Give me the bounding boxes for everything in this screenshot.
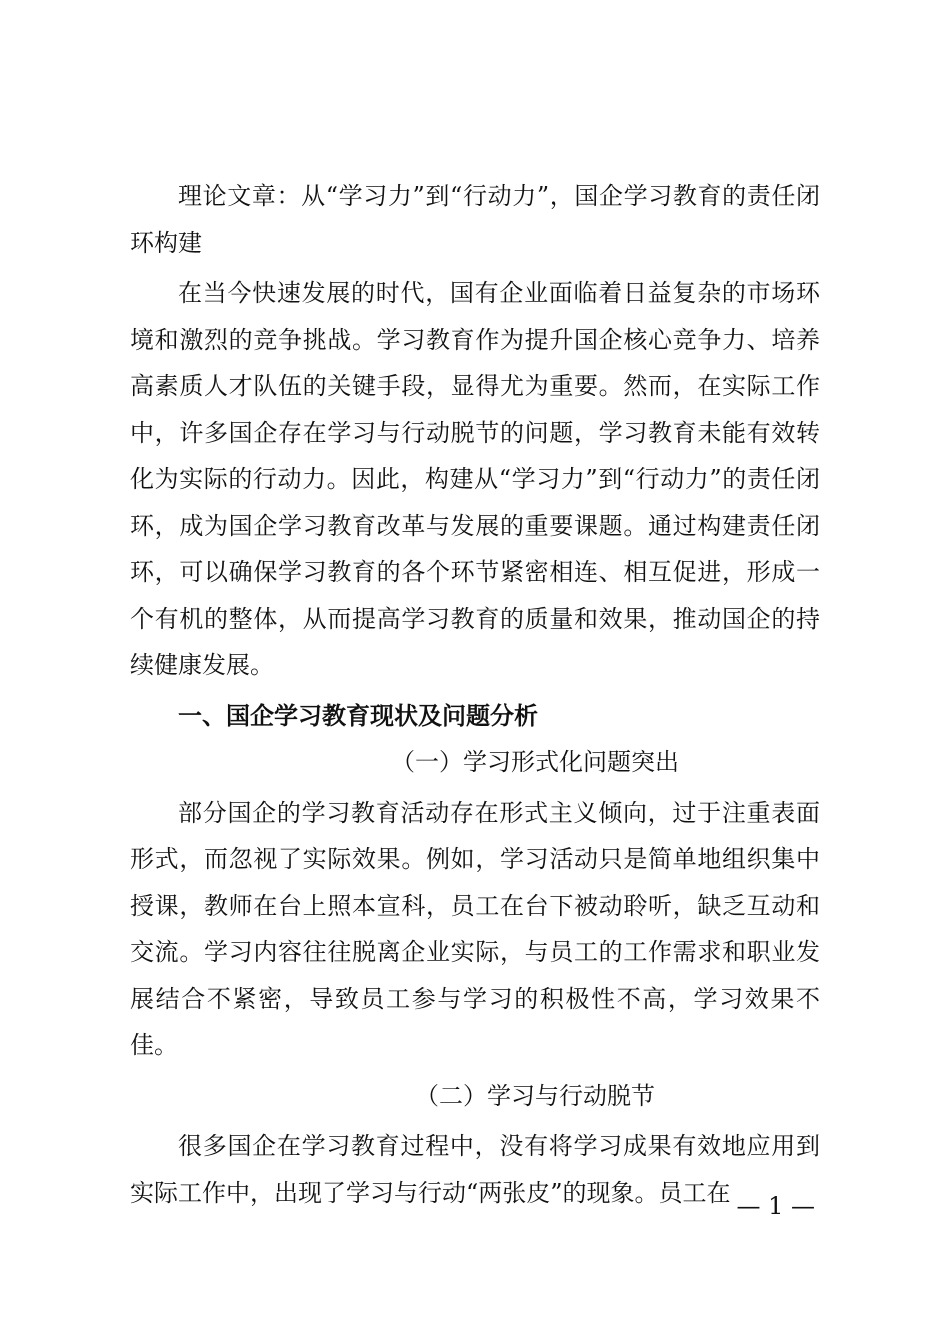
document-body bbox=[130, 173, 820, 1216]
subsection-heading-1: （一）学习形式化问题突出 bbox=[391, 748, 679, 776]
subsection-heading-2: （二）学习与行动脱节 bbox=[415, 1081, 655, 1110]
subsection-2-paragraph: 很多国企在学习教育过程中，没有将学习成果有效地应用到实际工作中，出现了学习与行动“两张皮”的现象。员工在 bbox=[130, 1132, 820, 1207]
section-heading-1: 一、国企学习教育现状及问题分析 bbox=[178, 701, 538, 730]
subsection-1-paragraph: 部分国企的学习教育活动存在形式主义倾向，过于注重表面形式，而忽视了实际效果。例如，学习活动只是简单地组织集中授课，教师在台上照本宣科，员工在台下被动聆听，缺乏互动和交流。学习内容往往脱离企业实际，与员工的工作需求和职业发展结合不紧密，导致员工参与学习的积极性不高，学习效果不佳。 bbox=[130, 798, 820, 1059]
intro-paragraph: 在当今快速发展的时代，国有企业面临着日益复杂的市场环境和激烈的竞争挑战。学习教育作为提升国企核心竞争力、培养高素质人才队伍的关键手段，显得尤为重要。然而，在实际工作中，许多国企存在学习与行动脱节的问题，学习教育未能有效转化为实际的行动力。因此，构建从“学习力”到“行动力”的责任闭环，成为国企学习教育改革与发展的重要课题。通过构建责任闭环，可以确保学习教育的各个环节紧密相连、相互促进，形成一个有机的整体，从而提高学习教育的质量和效果，推动国企的持续健康发展。 bbox=[130, 279, 820, 679]
article-title: 理论文章：从“学习力”到“行动力”，国企学习教育的责任闭环构建 bbox=[130, 182, 820, 257]
page-number: — 1 — bbox=[736, 1192, 815, 1220]
